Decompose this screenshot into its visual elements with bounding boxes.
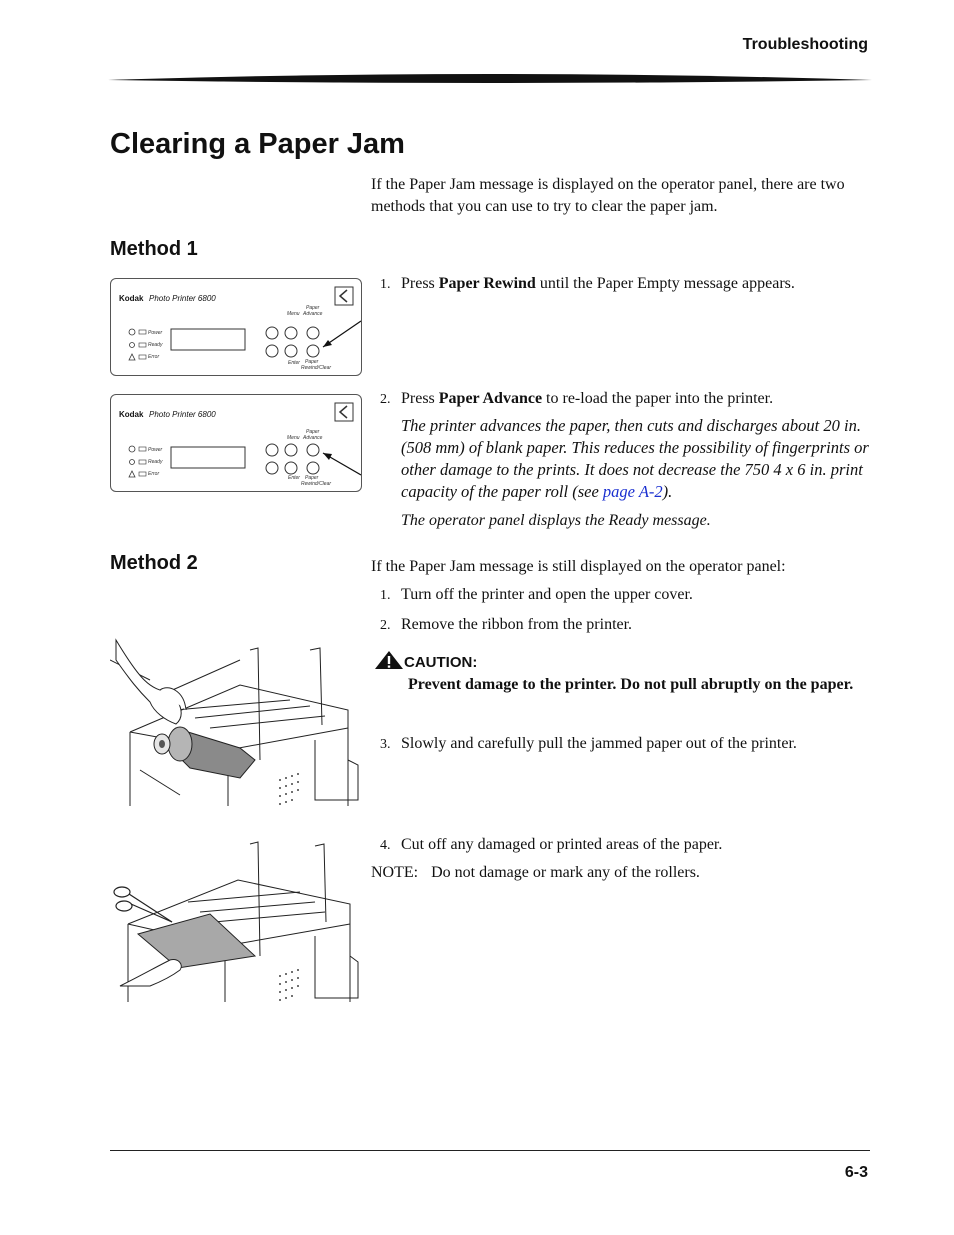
- page-number: 6-3: [844, 1164, 868, 1181]
- operator-panel-drawing: [111, 395, 361, 491]
- page-title: Clearing a Paper Jam: [110, 128, 405, 160]
- header-rule: [108, 68, 872, 86]
- svg-text:Enter: Enter: [288, 360, 300, 366]
- svg-text:Paper: Paper: [306, 429, 320, 435]
- power-indicator-label: Power: [148, 330, 163, 336]
- ready-indicator-label: Ready: [148, 342, 163, 348]
- step-2-result-note: The printer advances the paper, then cuts and discharges about 20 in. (508 mm) of blank paper. This reduces the possibility of fingerprints or other damage to the prints. It does not decrease the 750 4 x 6 in. print capacity of the paper roll (see page A-2).: [401, 416, 869, 501]
- footer-rule: [110, 1150, 870, 1151]
- printer-open-illustration: [110, 620, 362, 808]
- running-header: Troubleshooting: [742, 36, 868, 53]
- svg-text:Menu: Menu: [287, 435, 300, 441]
- method1-heading: Method 1: [110, 238, 198, 260]
- caution-block: [374, 650, 477, 672]
- operator-panel-illustration-advance: [110, 394, 362, 492]
- intro-paragraph: If the Paper Jam message is displayed on the operator panel, there are two methods that you can use to try to clear the paper jam.: [371, 176, 845, 215]
- method2-step-3: 3. Slowly and carefully pull the jammed paper out of the printer.: [380, 735, 797, 752]
- svg-text:Kodak: Kodak: [119, 410, 144, 419]
- method2-heading: Method 2: [110, 552, 198, 574]
- operator-panel-drawing: [111, 279, 361, 375]
- method2-step-2: 2. Remove the ribbon from the printer.: [380, 616, 633, 633]
- note-text: Do not damage or mark any of the rollers.: [431, 864, 700, 881]
- svg-text:Advance: Advance: [303, 311, 323, 317]
- page-a2-link[interactable]: page A-2: [602, 482, 663, 501]
- svg-text:Menu: Menu: [287, 311, 300, 317]
- svg-text:Paper: Paper: [306, 305, 320, 311]
- svg-text:Rewind/Clear: Rewind/Clear: [301, 481, 332, 487]
- svg-text:Error: Error: [148, 471, 160, 477]
- svg-text:Paper: Paper: [305, 475, 319, 481]
- method1-step-2: 2. Press Paper Advance to re-load the paper into the printer.: [380, 390, 774, 407]
- caution-label: CAUTION:: [404, 654, 478, 671]
- svg-text:Rewind/Clear: Rewind/Clear: [301, 365, 332, 371]
- svg-text:Power: Power: [148, 447, 163, 453]
- operator-panel-illustration-rewind: [110, 278, 362, 376]
- panel-brand: Kodak: [119, 294, 144, 303]
- method1-step-1: 1. Press Paper Rewind until the Paper Empty message appears.: [380, 275, 795, 292]
- svg-text:Ready: Ready: [148, 459, 163, 465]
- method2-step-4: 4. Cut off any damaged or printed areas of the paper.: [380, 836, 723, 853]
- warning-icon: [374, 650, 404, 670]
- svg-text:Photo Printer 6800: Photo Printer 6800: [149, 410, 216, 419]
- printer-cut-paper-illustration: [110, 836, 362, 1004]
- note-label: NOTE:: [371, 864, 419, 881]
- rollers-note: [371, 862, 861, 884]
- svg-text:Advance: Advance: [303, 435, 323, 441]
- error-indicator-label: Error: [148, 354, 160, 360]
- panel-model: Photo Printer 6800: [149, 294, 216, 303]
- method2-intro: If the Paper Jam message is still displayed on the operator panel:: [371, 558, 786, 575]
- method2-step-1: 1. Turn off the printer and open the upper cover.: [380, 586, 693, 603]
- svg-text:Enter: Enter: [288, 475, 300, 481]
- svg-text:Paper: Paper: [305, 359, 319, 365]
- step-2-result-note-2: The operator panel displays the Ready message.: [401, 512, 711, 529]
- caution-text: Prevent damage to the printer. Do not pull abruptly on the paper.: [408, 676, 854, 693]
